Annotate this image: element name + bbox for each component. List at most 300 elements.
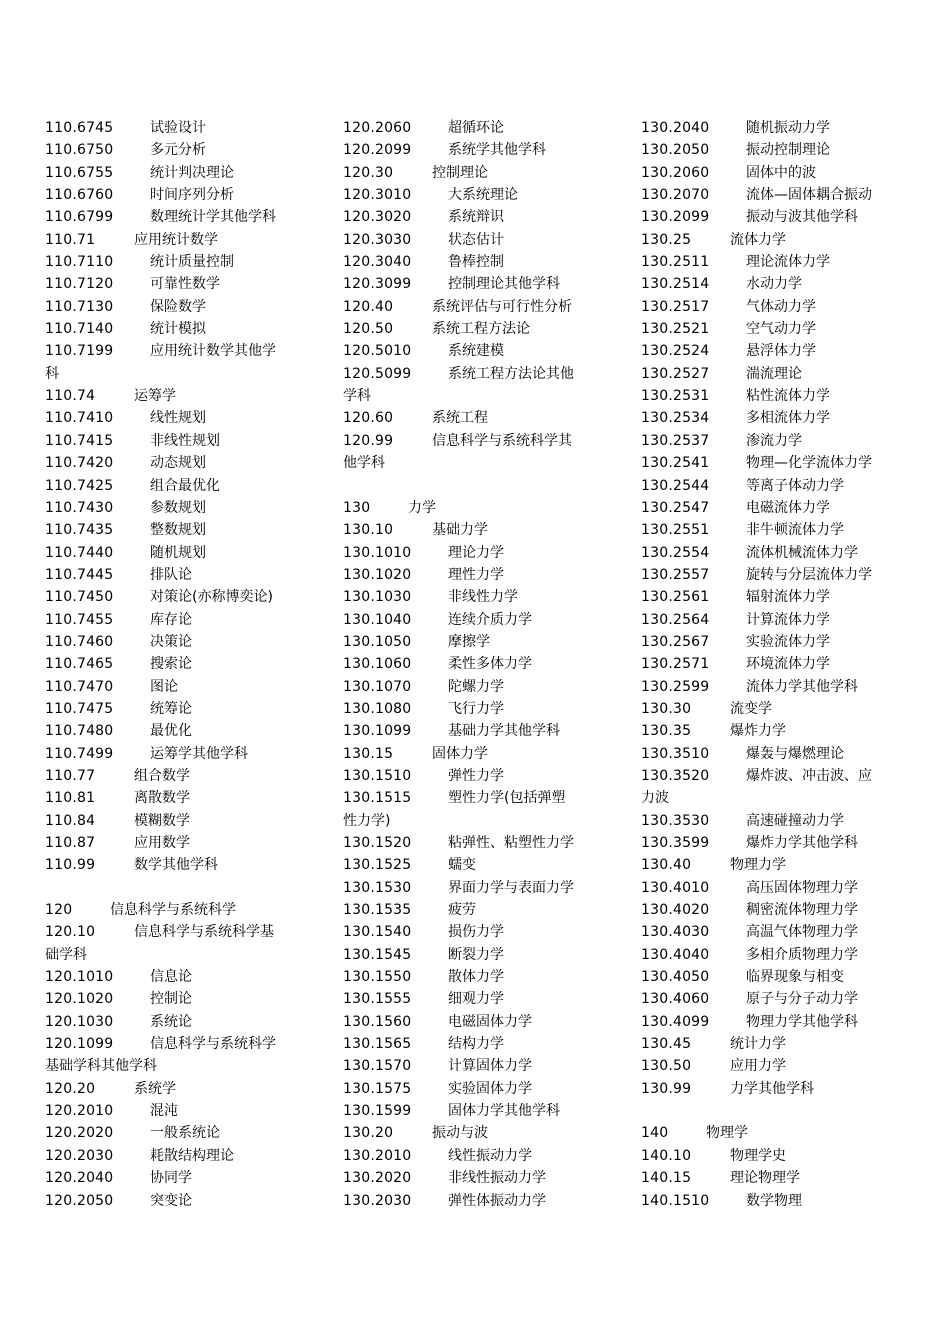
subject-name-continuation (45, 944, 315, 966)
subject-code: 130.4030 (641, 924, 710, 941)
subject-entry (343, 787, 613, 809)
subject-code: 130.1599 (343, 1103, 412, 1120)
subject-name: 库存论 (150, 611, 192, 628)
subject-code: 110.7499 (45, 745, 114, 762)
subject-code: 120.10 (45, 924, 96, 941)
subject-name: 应用力学 (730, 1058, 786, 1075)
subject-name: 基础力学其他学科 (448, 723, 560, 740)
subject-entry (641, 407, 911, 429)
subject-name: 爆炸波、冲击波、应 (746, 767, 872, 784)
subject-entry (343, 139, 613, 161)
subject-name: 陀螺力学 (448, 678, 504, 695)
subject-entry (343, 363, 613, 385)
subject-code: 130.2521 (641, 321, 710, 338)
subject-entry (343, 1033, 613, 1055)
subject-name: 结构力学 (448, 1036, 504, 1053)
subject-entry (343, 229, 613, 251)
subject-entry (343, 609, 613, 631)
subject-name: 性力学) (343, 812, 391, 829)
subject-entry (45, 229, 315, 251)
subject-entry (45, 609, 315, 631)
subject-entry (45, 497, 315, 519)
subject-entry (343, 564, 613, 586)
subject-code: 130.4099 (641, 1013, 710, 1030)
subject-entry (45, 921, 315, 943)
subject-code: 130.3520 (641, 767, 710, 784)
subject-entry (641, 810, 911, 832)
subject-name: 飞行力学 (448, 700, 504, 717)
subject-code: 130.2544 (641, 477, 710, 494)
subject-code: 120.2060 (343, 120, 412, 136)
subject-code: 120.2010 (45, 1103, 114, 1120)
subject-entry (343, 251, 613, 273)
subject-code: 130.2099 (641, 209, 710, 226)
subject-code: 130.2030 (343, 1192, 412, 1209)
subject-code: 130.1565 (343, 1036, 412, 1053)
subject-name: 大系统理论 (448, 187, 518, 204)
subject-code: 130.4020 (641, 902, 710, 919)
subject-entry (343, 899, 613, 921)
subject-entry (45, 475, 315, 497)
subject-entry (45, 988, 315, 1010)
subject-name: 运筹学 (134, 388, 176, 405)
subject-entry (45, 1190, 315, 1212)
subject-code: 110.7445 (45, 566, 114, 583)
subject-name: 振动控制理论 (746, 142, 830, 159)
subject-entry (45, 787, 315, 809)
subject-code: 130.2060 (641, 164, 710, 181)
subject-code: 130.3510 (641, 745, 710, 762)
subject-code: 110.7420 (45, 455, 114, 472)
subject-entry (343, 698, 613, 720)
subject-name: 系统学 (134, 1080, 176, 1097)
subject-entry (45, 452, 315, 474)
subject-name: 基础学科其他学科 (45, 1058, 157, 1075)
subject-code: 110.71 (45, 231, 96, 248)
subject-name: 界面力学与表面力学 (448, 879, 574, 896)
subject-code: 120.5010 (343, 343, 412, 360)
subject-name: 对策论(亦称博奕论) (150, 589, 273, 606)
subject-code: 140 (641, 1125, 669, 1142)
subject-name: 统计力学 (730, 1036, 786, 1053)
subject-entry (343, 430, 613, 452)
subject-code: 110.7440 (45, 544, 114, 561)
subject-entry (343, 273, 613, 295)
subject-code: 130.2557 (641, 566, 710, 583)
subject-entry (45, 1033, 315, 1055)
subject-name: 保险数学 (150, 298, 206, 315)
subject-entry (641, 475, 911, 497)
subject-entry (641, 609, 911, 631)
subject-name: 物理学 (706, 1125, 748, 1142)
subject-name: 弹性体振动力学 (448, 1192, 546, 1209)
subject-code: 130.1040 (343, 611, 412, 628)
subject-code: 130.2547 (641, 499, 710, 516)
subject-entry (641, 698, 911, 720)
subject-name: 原子与分子动力学 (746, 991, 858, 1008)
subject-name: 随机振动力学 (746, 120, 830, 136)
subject-entry (45, 162, 315, 184)
subject-name: 础学科 (45, 946, 87, 963)
subject-entry (641, 1033, 911, 1055)
subject-name: 流体机械流体力学 (746, 544, 858, 561)
subject-code: 110.6755 (45, 164, 114, 181)
subject-entry (641, 653, 911, 675)
subject-name: 水动力学 (746, 276, 802, 293)
subject-code: 130.2541 (641, 455, 710, 472)
subject-entry (45, 810, 315, 832)
subject-name: 突变论 (150, 1192, 192, 1209)
subject-code: 130.1575 (343, 1080, 412, 1097)
subject-name: 旋转与分层流体力学 (746, 566, 872, 583)
subject-entry (641, 944, 911, 966)
subject-entry (45, 1122, 315, 1144)
subject-name: 电磁流体力学 (746, 499, 830, 516)
subject-name: 一般系统论 (150, 1125, 220, 1142)
subject-name: 计算流体力学 (746, 611, 830, 628)
subject-entry (343, 184, 613, 206)
subject-entry (45, 206, 315, 228)
subject-code: 140.10 (641, 1147, 692, 1164)
subject-code: 110.87 (45, 835, 96, 851)
subject-name: 多相流体力学 (746, 410, 830, 427)
blank-row (343, 475, 613, 497)
subject-code: 110.99 (45, 857, 96, 874)
subject-code: 120.2030 (45, 1147, 114, 1164)
subject-entry (343, 1122, 613, 1144)
subject-code: 120.2050 (45, 1192, 114, 1209)
subject-name: 非线性振动力学 (448, 1170, 546, 1187)
subject-code: 130.99 (641, 1080, 692, 1097)
subject-entry (641, 296, 911, 318)
subject-name: 实验固体力学 (448, 1080, 532, 1097)
subject-entry (343, 1100, 613, 1122)
subject-code: 110.7415 (45, 432, 114, 449)
subject-name: 学科 (343, 388, 371, 405)
subject-name: 排队论 (150, 566, 192, 583)
subject-code: 130.4050 (641, 969, 710, 986)
subject-entry (641, 184, 911, 206)
subject-code: 130.4010 (641, 879, 710, 896)
subject-name: 空气动力学 (746, 321, 816, 338)
subject-entry (343, 653, 613, 675)
subject-code: 110.7140 (45, 321, 114, 338)
subject-code: 130.2537 (641, 432, 710, 449)
subject-entry (641, 988, 911, 1010)
subject-code: 130.2050 (641, 142, 710, 159)
subject-name: 基础力学 (432, 522, 488, 539)
subject-code: 120.1030 (45, 1013, 114, 1030)
subject-name: 连续介质力学 (448, 611, 532, 628)
subject-name: 他学科 (343, 455, 385, 472)
subject-entry (641, 430, 911, 452)
subject-name: 系统论 (150, 1013, 192, 1030)
subject-entry (45, 676, 315, 698)
subject-entry (641, 921, 911, 943)
subject-code: 140.1510 (641, 1192, 710, 1209)
subject-entry (641, 720, 911, 742)
subject-code: 110.7130 (45, 298, 114, 315)
subject-name: 气体动力学 (746, 298, 816, 315)
subject-entry (343, 631, 613, 653)
subject-code: 130.1030 (343, 589, 412, 606)
subject-name: 疲劳 (448, 902, 476, 919)
subject-code: 130 (343, 499, 371, 516)
subject-entry (45, 854, 315, 876)
subject-name: 塑性力学(包括弹塑 (448, 790, 566, 807)
subject-entry (45, 1011, 315, 1033)
subject-code: 130.2551 (641, 522, 710, 539)
subject-entry (45, 653, 315, 675)
subject-code: 130.20 (343, 1125, 394, 1142)
subject-name: 流变学 (730, 700, 772, 717)
subject-code: 120.2099 (343, 142, 412, 159)
subject-entry (45, 631, 315, 653)
subject-entry (641, 363, 911, 385)
subject-code: 130.4060 (641, 991, 710, 1008)
subject-entry (45, 407, 315, 429)
subject-code: 130.1070 (343, 678, 412, 695)
subject-code: 130.2010 (343, 1147, 412, 1164)
subject-name: 高压固体物理力学 (746, 879, 858, 896)
subject-entry (45, 966, 315, 988)
subject-code: 120.3020 (343, 209, 412, 226)
subject-code: 130.2564 (641, 611, 710, 628)
subject-name-continuation (45, 363, 315, 385)
subject-name: 摩擦学 (448, 633, 490, 650)
subject-name: 状态估计 (448, 231, 504, 248)
subject-code: 110.7480 (45, 723, 114, 740)
subject-code: 130.1020 (343, 566, 412, 583)
subject-name: 鲁棒控制 (448, 254, 504, 271)
subject-code: 120.1020 (45, 991, 114, 1008)
subject-code: 110.7450 (45, 589, 114, 606)
subject-name: 统筹论 (150, 700, 192, 717)
subject-code: 130.1525 (343, 857, 412, 874)
subject-name: 可靠性数学 (150, 276, 220, 293)
subject-code: 120.3030 (343, 231, 412, 248)
subject-name: 信息科学与系统科学其 (432, 432, 572, 449)
subject-name: 搜索论 (150, 656, 192, 673)
subject-code: 120.3010 (343, 187, 412, 204)
subject-entry (45, 1078, 315, 1100)
subject-name: 粘性流体力学 (746, 388, 830, 405)
subject-code: 130.1510 (343, 767, 412, 784)
subject-name: 多元分析 (150, 142, 206, 159)
subject-entry (641, 452, 911, 474)
subject-name: 数学物理 (746, 1192, 802, 1209)
subject-entry (343, 296, 613, 318)
subject-name: 系统学其他学科 (448, 142, 546, 159)
subject-name: 动态规划 (150, 455, 206, 472)
subject-name: 理论力学 (448, 544, 504, 561)
subject-name-continuation (343, 810, 613, 832)
subject-code: 130.2517 (641, 298, 710, 315)
subject-code: 110.6745 (45, 120, 114, 136)
subject-code: 130.1099 (343, 723, 412, 740)
subject-entry (45, 519, 315, 541)
subject-name: 高温气体物理力学 (746, 924, 858, 941)
subject-name: 统计模拟 (150, 321, 206, 338)
subject-code: 130.2524 (641, 343, 710, 360)
subject-name: 非线性力学 (448, 589, 518, 606)
subject-entry (343, 1011, 613, 1033)
subject-entry (343, 1145, 613, 1167)
subject-code: 120.2040 (45, 1170, 114, 1187)
subject-code: 130.2531 (641, 388, 710, 405)
subject-entry (343, 1190, 613, 1212)
subject-name: 最优化 (150, 723, 192, 740)
subject-code: 130.1555 (343, 991, 412, 1008)
subject-entry (343, 832, 613, 854)
subject-entry (45, 832, 315, 854)
subject-name-continuation (45, 1055, 315, 1077)
subject-name: 控制理论其他学科 (448, 276, 560, 293)
subject-entry (45, 542, 315, 564)
subject-code: 110.81 (45, 790, 96, 807)
subject-entry (343, 318, 613, 340)
subject-code: 120.99 (343, 432, 394, 449)
subject-code: 110.74 (45, 388, 96, 405)
subject-name: 应用数学 (134, 835, 190, 851)
subject-code: 120.3099 (343, 276, 412, 293)
subject-entry (343, 1055, 613, 1077)
subject-name: 理论物理学 (730, 1170, 800, 1187)
subject-name: 理论流体力学 (746, 254, 830, 271)
subject-entry (641, 206, 911, 228)
subject-code: 140.15 (641, 1170, 692, 1187)
subject-entry (343, 586, 613, 608)
subject-code: 110.7455 (45, 611, 114, 628)
subject-name: 多相介质物理力学 (746, 946, 858, 963)
subject-entry (45, 586, 315, 608)
subject-code: 110.84 (45, 812, 96, 829)
subject-name: 数学其他学科 (134, 857, 218, 874)
subject-entry (343, 162, 613, 184)
subject-entry (45, 564, 315, 586)
subject-name-continuation (343, 452, 613, 474)
subject-code: 130.25 (641, 231, 692, 248)
subject-name: 力波 (641, 790, 669, 807)
subject-entry (641, 877, 911, 899)
subject-name: 振动与波其他学科 (746, 209, 858, 226)
subject-code: 110.7120 (45, 276, 114, 293)
subject-entry (641, 139, 911, 161)
subject-entry (45, 899, 315, 921)
subject-name: 超循环论 (448, 120, 504, 136)
subject-name: 非线性规划 (150, 432, 220, 449)
subject-name: 实验流体力学 (746, 633, 830, 650)
subject-name: 系统工程 (432, 410, 488, 427)
subject-name: 物理—化学流体力学 (746, 455, 872, 472)
subject-entry (641, 765, 911, 787)
subject-name: 流体力学 (730, 231, 786, 248)
subject-name: 环境流体力学 (746, 656, 830, 673)
subject-name: 运筹学其他学科 (150, 745, 248, 762)
column-3 (641, 117, 911, 1212)
subject-name: 非牛顿流体力学 (746, 522, 844, 539)
subject-entry (45, 430, 315, 452)
subject-code: 110.7410 (45, 410, 114, 427)
subject-entry (343, 519, 613, 541)
subject-code: 130.1535 (343, 902, 412, 919)
subject-code: 130.30 (641, 700, 692, 717)
subject-code: 130.2599 (641, 678, 710, 695)
subject-code: 130.1060 (343, 656, 412, 673)
subject-name: 组合数学 (134, 767, 190, 784)
subject-code: 130.1530 (343, 879, 412, 896)
subject-name: 理性力学 (448, 566, 504, 583)
subject-name: 控制论 (150, 991, 192, 1008)
subject-name: 损伤力学 (448, 924, 504, 941)
subject-code: 130.1540 (343, 924, 412, 941)
subject-entry (45, 117, 315, 139)
subject-name: 组合最优化 (150, 477, 220, 494)
subject-code: 130.15 (343, 745, 394, 762)
subject-name: 系统工程方法论其他 (448, 365, 574, 382)
subject-code: 110.7430 (45, 499, 114, 516)
subject-name: 混沌 (150, 1103, 178, 1120)
subject-name: 力学其他学科 (730, 1080, 814, 1097)
subject-entry (45, 1145, 315, 1167)
subject-entry (641, 631, 911, 653)
subject-code: 130.2040 (641, 120, 710, 136)
subject-entry (343, 676, 613, 698)
subject-code: 130.2020 (343, 1170, 412, 1187)
subject-name: 信息科学与系统科学基 (134, 924, 274, 941)
subject-name: 流体—固体耦合振动 (746, 187, 872, 204)
subject-code: 120 (45, 902, 73, 919)
subject-entry (641, 117, 911, 139)
subject-entry (45, 184, 315, 206)
subject-code: 110.7435 (45, 522, 114, 539)
subject-code: 130.1010 (343, 544, 412, 561)
subject-name: 应用统计数学其他学 (150, 343, 276, 360)
subject-code: 130.45 (641, 1036, 692, 1053)
subject-entry (641, 1122, 911, 1144)
subject-name: 悬浮体力学 (746, 343, 816, 360)
subject-name: 科 (45, 365, 59, 382)
subject-name: 耗散结构理论 (150, 1147, 234, 1164)
subject-name: 物理力学其他学科 (746, 1013, 858, 1030)
subject-name: 固体力学 (432, 745, 488, 762)
subject-name: 粘弹性、粘塑性力学 (448, 835, 574, 851)
subject-entry (45, 273, 315, 295)
subject-code: 130.2514 (641, 276, 710, 293)
subject-entry (641, 542, 911, 564)
subject-code: 120.20 (45, 1080, 96, 1097)
subject-code: 110.7470 (45, 678, 114, 695)
subject-entry (45, 698, 315, 720)
subject-entry (343, 1167, 613, 1189)
subject-name: 线性规划 (150, 410, 206, 427)
subject-name: 固体中的波 (746, 164, 816, 181)
subject-name: 力学 (408, 499, 436, 516)
subject-entry (45, 765, 315, 787)
subject-name: 稠密流体物理力学 (746, 902, 858, 919)
subject-name: 蠕变 (448, 857, 476, 874)
subject-name: 协同学 (150, 1170, 192, 1187)
subject-entry (641, 497, 911, 519)
subject-entry (343, 497, 613, 519)
subject-entry (641, 519, 911, 541)
subject-entry (641, 318, 911, 340)
subject-name: 物理力学 (730, 857, 786, 874)
subject-code: 110.7199 (45, 343, 114, 360)
subject-code: 120.1099 (45, 1036, 114, 1053)
subject-entry (641, 340, 911, 362)
subject-code: 110.7110 (45, 254, 114, 271)
